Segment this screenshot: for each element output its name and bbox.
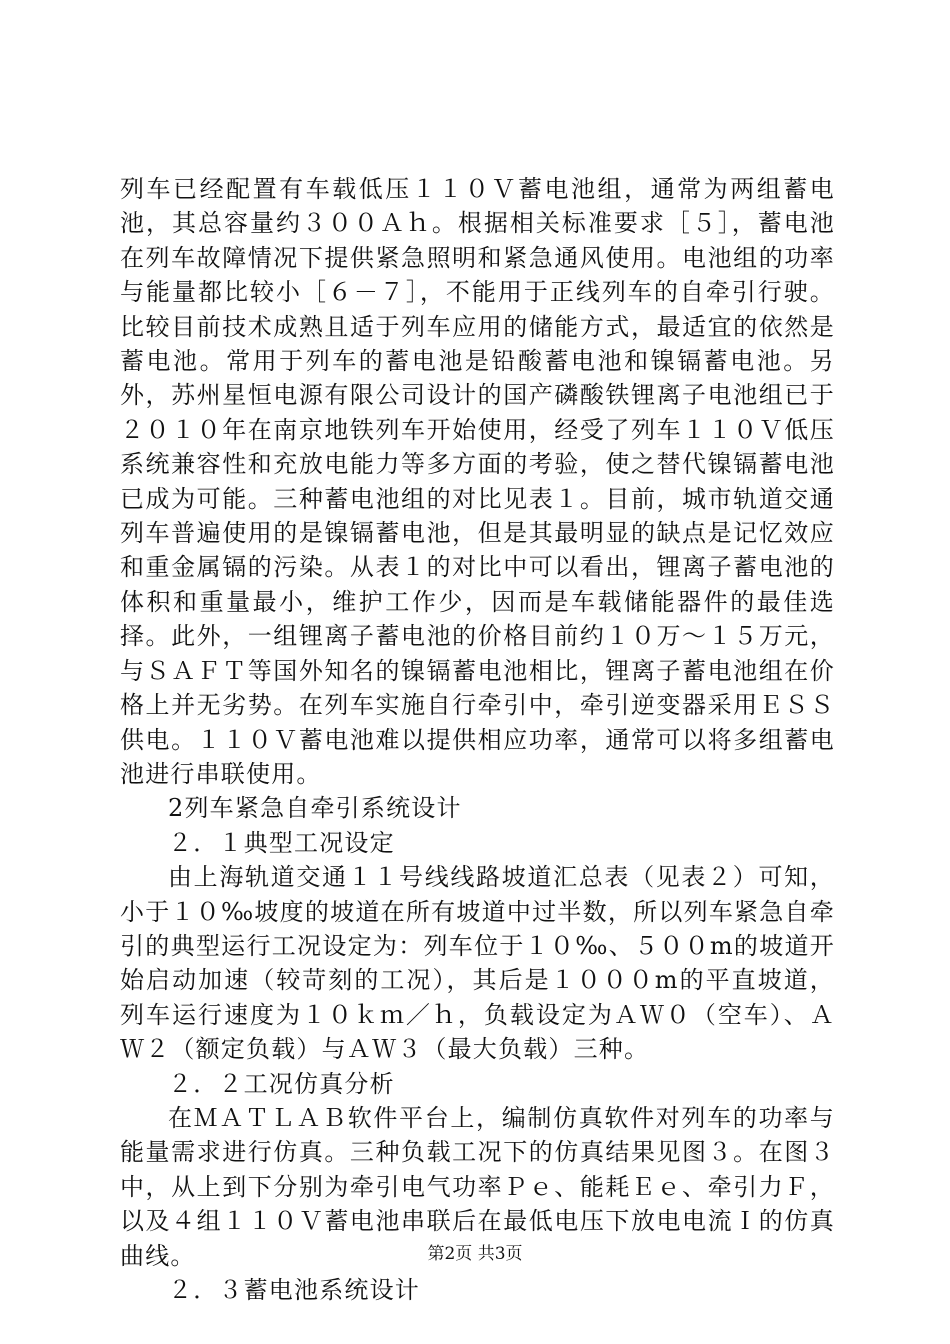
- section-heading-2: 2列车紧急自牵引系统设计: [168, 794, 462, 823]
- subsection-heading-2-1: ２．１典型工况设定: [168, 828, 395, 857]
- document-body: [120, 172, 835, 1307]
- paragraph-typical-conditions: 由上海轨道交通１１号线线路坡道汇总表（见表２）可知，小于１０‰坡度的坡道在所有坡道中过半数，所以列车紧急自牵引的典型运行工况设定为：列车位于１０‰、５００m的坡道开始启动加速（较苛刻的工况），其后是１０００m的平直坡道，列车运行速度为１０ｋｍ／ｈ，负载设定为ＡＷ０（空车）、ＡＷ２（额定负载）与ＡＷ３（最大负载）三种。: [120, 863, 835, 1064]
- paragraph-battery-overview: 列车已经配置有车载低压１１０Ｖ蓄电池组，通常为两组蓄电池，其总容量约３００Ａｈ。根据相关标准要求［５］，蓄电池在列车故障情况下提供紧急照明和紧急通风使用。电池组的功率与能量都比较小［６－７］，不能用于正线列车的自牵引行驶。比较目前技术成熟且适于列车应用的储能方式，最适宜的依然是蓄电池。常用于列车的蓄电池是铅酸蓄电池和镍镉蓄电池。另外，苏州星恒电源有限公司设计的国产磷酸铁锂离子电池组已于２０１０年在南京地铁列车开始使用，经受了列车１１０Ｖ低压系统兼容性和充放电能力等多方面的考验，使之替代镍镉蓄电池已成为可能。三种蓄电池组的对比见表１。目前，城市轨道交通列车普遍使用的是镍镉蓄电池，但是其最明显的缺点是记忆效应和重金属镉的污染。从表１的对比中可以看出，锂离子蓄电池的体积和重量最小，维护工作少，因而是车载储能器件的最佳选择。此外，一组锂离子蓄电池的价格目前约１０万～１５万元，与ＳＡＦＴ等国外知名的镍镉蓄电池相比，锂离子蓄电池组在价格上并无劣势。在列车实施自行牵引中，牵引逆变器采用ＥＳＳ供电。１１０Ｖ蓄电池难以提供相应功率，通常可以将多组蓄电池进行串联使用。: [120, 175, 835, 788]
- subsection-heading-2-2: ２．２工况仿真分析: [168, 1069, 395, 1098]
- page-footer: 第2页 共3页: [427, 1244, 523, 1264]
- paragraph-simulation-analysis: 在ＭＡＴＬＡＢ软件平台上，编制仿真软件对列车的功率与能量需求进行仿真。三种负载工况下的仿真结果见图３。在图３中，从上到下分别为牵引电气功率Ｐｅ、能耗Ｅｅ、牵引力Ｆ，以及４组１１０Ｖ蓄电池串联后在最低电压下放电电流Ｉ的仿真曲线。: [120, 1103, 835, 1270]
- subsection-heading-2-3: ２．３蓄电池系统设计: [168, 1276, 420, 1304]
